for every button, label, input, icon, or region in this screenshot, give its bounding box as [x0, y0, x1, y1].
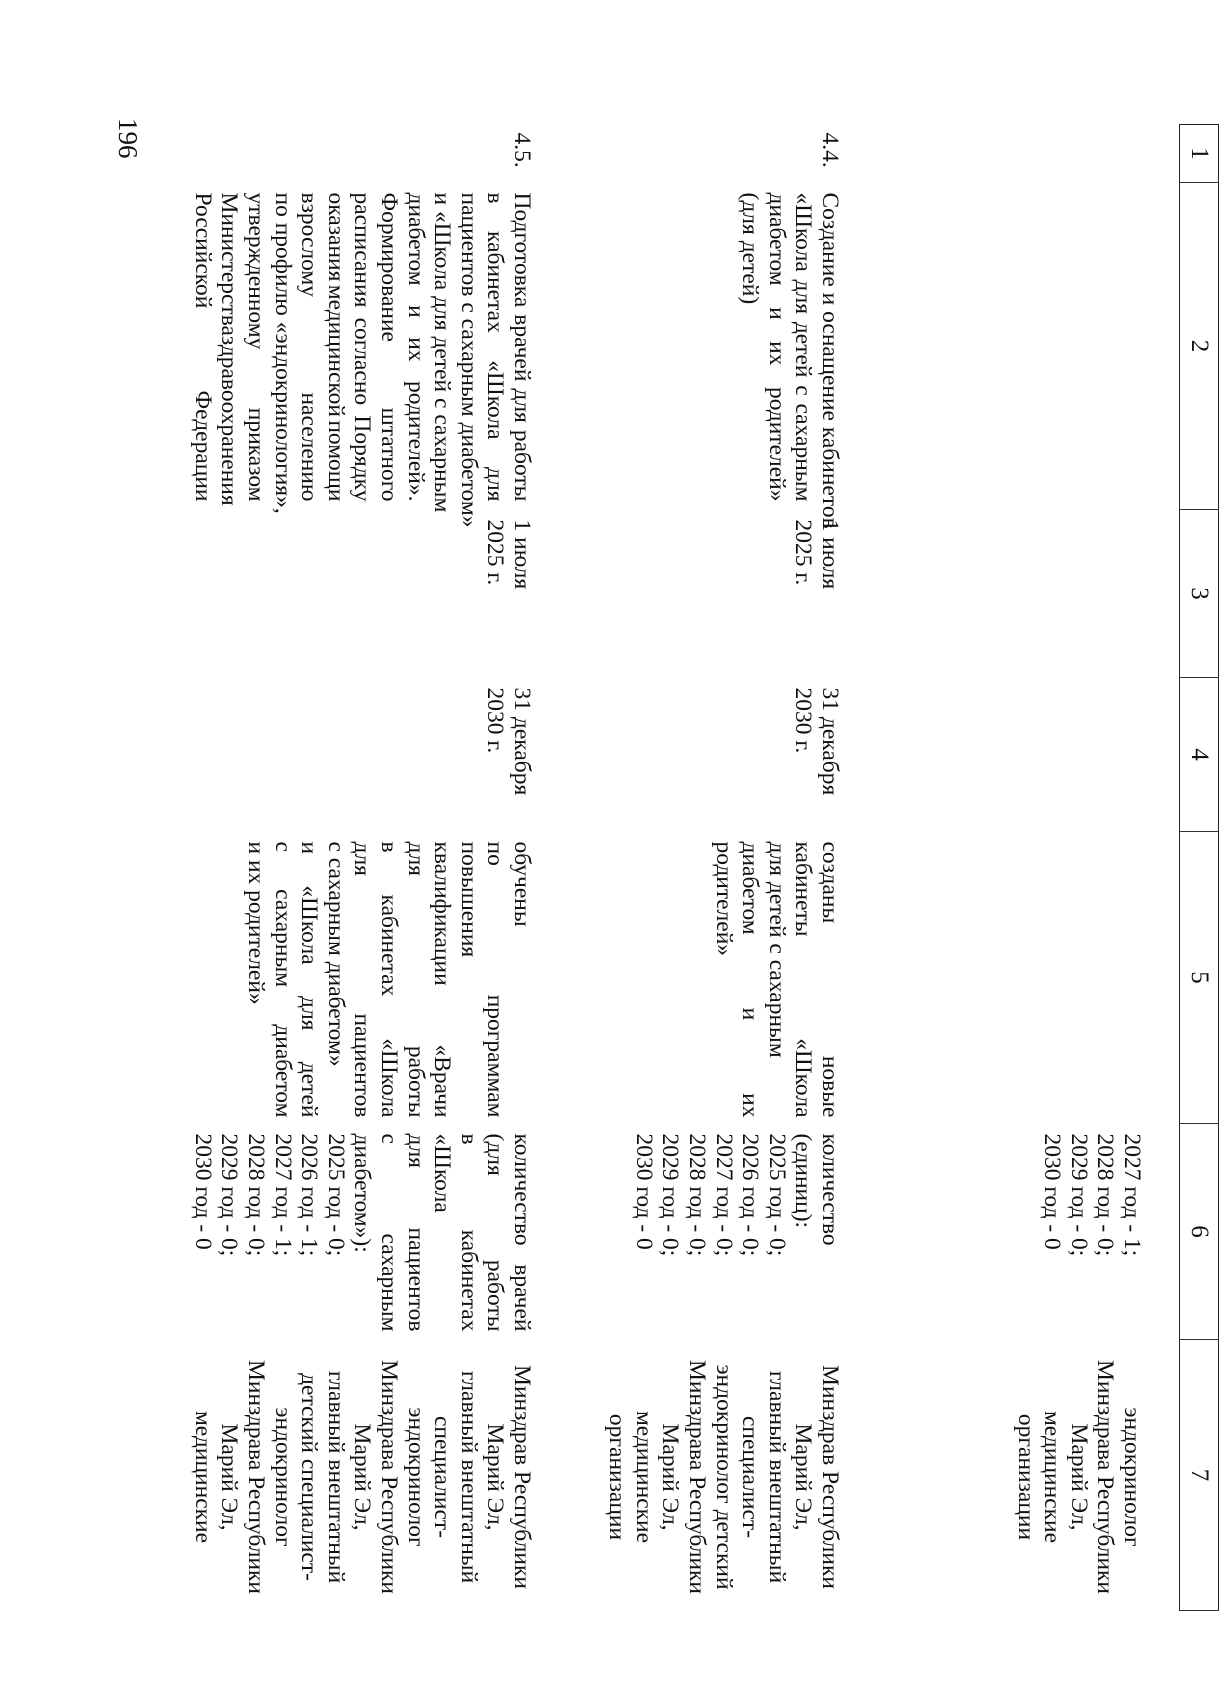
- expected-result-word: кабинеты: [790, 841, 817, 937]
- expected-result-word: для: [402, 841, 429, 876]
- measure-name-word: населению: [296, 392, 323, 502]
- responsible-line: Марий Эл,: [657, 1423, 684, 1531]
- column-header-4: 4: [1180, 678, 1219, 832]
- indicator-word: (для: [482, 1133, 509, 1176]
- measure-name-line: [296, 193, 323, 502]
- row-number-text: 4.4.: [817, 132, 843, 168]
- measure-name-word: для: [509, 388, 535, 423]
- column-header-2: 2: [1180, 183, 1219, 510]
- measure-name-word: пациентов с сахарным диабетом»: [455, 192, 482, 528]
- expected-result-word: программам: [482, 994, 509, 1118]
- indicator-value-line: 2029 год - 0;: [657, 1133, 684, 1257]
- end-date-line: 2030 г.: [482, 687, 509, 754]
- indicator-value-line: 2028 год - 0;: [243, 1133, 270, 1257]
- indicator-word: (единиц):: [790, 1133, 817, 1229]
- row-number: [869, 125, 1169, 183]
- indicator-value-line: 2025 год - 0;: [763, 1133, 790, 1257]
- responsible-line: Минздрава Республики: [1092, 1359, 1119, 1595]
- measure-name-word: диабетом: [763, 192, 790, 286]
- indicator-word: пациентов: [402, 1227, 429, 1332]
- expected-result-line: [349, 842, 376, 1118]
- indicator-value-line: 2027 год - 1;: [269, 1133, 296, 1257]
- measure-name-word: их: [763, 341, 790, 366]
- indicator-word: «Школа: [429, 1133, 456, 1213]
- start-date: [189, 510, 559, 678]
- indicator-line: [790, 1134, 817, 1332]
- table-row-4-5: [189, 125, 559, 1611]
- measure-name-word: (для детей): [737, 192, 764, 305]
- responsible-line: Марий Эл,: [349, 1423, 376, 1531]
- start-date-line: 2025 г.: [790, 519, 817, 586]
- responsible-line: Марий Эл,: [216, 1423, 243, 1531]
- measure-name-word: работы: [509, 429, 535, 502]
- indicator-line: [429, 1134, 456, 1332]
- measure-name-word: для: [482, 466, 509, 502]
- measure-name-word: и «Школа для детей с сахарным: [429, 192, 456, 513]
- indicator-value-line: 2030 год - 0: [630, 1133, 657, 1250]
- expected-result-word: диабетом: [737, 841, 764, 935]
- page-number: 196: [113, 118, 143, 159]
- responsible-line: специалист-: [429, 1415, 456, 1539]
- responsible-line: Марий Эл,: [482, 1423, 509, 1531]
- expected-result-word: с сахарным диабетом»: [322, 841, 349, 1067]
- expected-result-word: новые: [817, 1055, 843, 1118]
- indicator-word: сахарным: [376, 1233, 403, 1332]
- measure-name-line: [455, 192, 482, 528]
- column-header-5: 5: [1180, 832, 1219, 1124]
- measure-name-word: приказом: [243, 407, 270, 502]
- indicator-word: для: [402, 1133, 429, 1168]
- responsible: [559, 1340, 869, 1611]
- expected-result-word: повышения: [455, 841, 482, 958]
- indicator: [869, 1124, 1169, 1340]
- indicator-value-line: 2029 год - 0;: [216, 1133, 243, 1257]
- column-number-header: [1180, 125, 1219, 1611]
- responsible: [869, 1340, 1169, 1611]
- indicator-value-line: 2027 год - 1;: [1119, 1133, 1145, 1257]
- measure-name-word: расписания: [349, 192, 376, 308]
- measure-name-word: Министерства: [216, 192, 243, 336]
- measure-name-word: детей: [790, 321, 817, 378]
- expected-result-word: для детей с сахарным: [763, 841, 790, 1058]
- measure-name-line: [242, 193, 269, 502]
- measure-name-line: [322, 193, 349, 502]
- responsible-line: главный внештатный: [455, 1370, 482, 1584]
- measure-name-line: [816, 192, 843, 529]
- expected-result-line: [455, 842, 482, 1118]
- expected-result-line: [242, 842, 269, 1118]
- expected-result-word: родителей»: [710, 841, 737, 957]
- table-row-4-4: [559, 125, 869, 1611]
- indicator-value-line: 2029 год - 0;: [1065, 1133, 1092, 1257]
- indicator: [559, 1124, 869, 1340]
- expected-result-word: детей: [296, 1061, 323, 1118]
- measure-name-word: Российской: [189, 192, 216, 309]
- measure-name-word: врачей: [509, 314, 535, 382]
- responsible-line: медицинские: [630, 1410, 657, 1544]
- responsible-line: эндокринолог: [1119, 1407, 1145, 1547]
- responsible: [189, 1340, 559, 1611]
- indicator-word: работы: [482, 1259, 509, 1332]
- expected-result-word: кабинетах: [376, 894, 403, 997]
- expected-result-line: [790, 842, 817, 1118]
- measure-name-word: для: [790, 279, 817, 315]
- expected-result-word: диабетом: [269, 1024, 296, 1118]
- indicator-line: [375, 1134, 402, 1332]
- expected-result-line: [710, 842, 737, 1118]
- landscape-page: [189, 124, 1219, 1610]
- measures-table: [189, 124, 1219, 1611]
- expected-result-word: и: [296, 841, 323, 855]
- measure-name-word: взрослому: [296, 192, 323, 298]
- expected-result-word: для: [349, 841, 376, 876]
- measure-name-word: помощи: [322, 420, 349, 502]
- expected-result-word: сахарным: [269, 889, 296, 988]
- measure-name-word: Федерации: [189, 390, 216, 502]
- indicator-value-line: 2030 год - 0: [1039, 1133, 1066, 1250]
- column-header-1: 1: [1180, 125, 1219, 183]
- indicator-value-line: 2030 год - 0: [189, 1133, 216, 1250]
- responsible-line: Минздрава Республики: [243, 1359, 270, 1595]
- expected-result-word: и: [737, 1007, 764, 1021]
- expected-result-word: с: [269, 841, 296, 852]
- expected-result-line: [737, 842, 764, 1118]
- responsible-line: Минздрава Республики: [376, 1359, 403, 1595]
- column-header-7: 7: [1180, 1340, 1219, 1611]
- measure-name: [869, 183, 1169, 510]
- expected-result-word: в: [376, 841, 403, 853]
- measure-name-word: согласно: [349, 317, 376, 406]
- indicator-value-line: 2028 год - 0;: [1092, 1133, 1119, 1257]
- column-header-6: 6: [1180, 1124, 1219, 1340]
- responsible-line: Минздрава Республики: [684, 1359, 711, 1595]
- indicator-value-line: 2026 год - 1;: [296, 1133, 323, 1257]
- indicator-line: [482, 1134, 509, 1332]
- start-date-line: 1 июля: [817, 519, 843, 590]
- expected-result-line: [296, 842, 323, 1118]
- indicator-value-line: 2026 год - 0;: [737, 1133, 764, 1257]
- responsible-line: эндокринолог детский: [710, 1364, 737, 1590]
- measure-name: [559, 183, 869, 529]
- responsible-line: эндокринолог: [402, 1407, 429, 1547]
- measure-name-line: [429, 192, 456, 513]
- indicator-word: в: [455, 1133, 482, 1145]
- responsible-line: эндокринолог: [269, 1407, 296, 1547]
- indicator-value-line: 2028 год - 0;: [684, 1133, 711, 1257]
- responsible-line: Марий Эл,: [1065, 1423, 1092, 1531]
- responsible-line: Минздрав Республики: [817, 1365, 843, 1589]
- end-date-line: 2030 г.: [790, 687, 817, 754]
- expected-result-line: [816, 842, 843, 1118]
- start-date: [559, 510, 869, 678]
- expected-result-word: по: [482, 841, 509, 866]
- measure-name-word: Порядку: [349, 415, 376, 502]
- indicator-line: [402, 1134, 429, 1332]
- expected-result-line: [763, 842, 790, 1118]
- expected-result-word: для: [296, 995, 323, 1031]
- responsible-line: организации: [604, 1413, 631, 1541]
- responsible-line: Минздрав Республики: [509, 1365, 535, 1589]
- row-number-text: 4.5.: [509, 132, 535, 168]
- expected-result-word: «Школа: [296, 885, 323, 965]
- responsible-line: главный внештатный: [763, 1370, 790, 1584]
- responsible-line: специалист-: [737, 1415, 764, 1539]
- measure-name-line: [482, 193, 509, 502]
- indicator-word: количество: [509, 1133, 535, 1246]
- expected-result: [189, 832, 559, 1124]
- measure-name-word: штатного: [376, 407, 403, 502]
- expected-result-word: обучены: [509, 841, 535, 927]
- measure-name-word: утвержденному: [243, 192, 270, 350]
- measure-name-line: [402, 193, 429, 502]
- end-date-line: 31 декабря: [817, 687, 843, 796]
- indicator-line: [455, 1134, 482, 1332]
- expected-result: [559, 832, 869, 1124]
- measure-name-word: оказания: [322, 192, 349, 282]
- indicator-word: количество: [817, 1133, 843, 1246]
- measure-name-word: «Школа: [790, 192, 817, 272]
- row-number: [559, 125, 869, 183]
- expected-result-line: [322, 842, 349, 1118]
- indicator-word: диабетом»):: [349, 1133, 376, 1253]
- end-date-line: 31 декабря: [509, 687, 535, 796]
- measure-name-line: [269, 192, 296, 514]
- indicator-value-line: 2025 год - 0;: [322, 1133, 349, 1257]
- measure-name-word: Подготовка: [509, 192, 535, 308]
- indicator-word: с: [376, 1133, 403, 1144]
- measure-name-line: [375, 193, 402, 502]
- measure-name-word: родителей»: [763, 386, 790, 502]
- measure-name-word: с: [790, 385, 817, 396]
- expected-result-word: их: [737, 1093, 764, 1118]
- end-date: [559, 678, 869, 832]
- measure-name-word: медицинской: [322, 284, 349, 417]
- responsible-line: организации: [1012, 1413, 1039, 1541]
- expected-result-word: работы: [402, 1045, 429, 1118]
- measure-name-word: их: [402, 337, 429, 362]
- expected-result-word: созданы: [817, 841, 843, 924]
- measure-name-line: [189, 193, 216, 502]
- indicator-value-line: 2027 год - 0;: [710, 1133, 737, 1257]
- expected-result-word: «Врачи: [429, 1044, 456, 1118]
- expected-result-line: [375, 842, 402, 1118]
- responsible-line: медицинские: [1039, 1410, 1066, 1544]
- measure-name-line: [349, 193, 376, 502]
- measure-name-word: здравоохранения: [216, 335, 243, 506]
- expected-result-line: [482, 842, 509, 1118]
- measure-name-line: [737, 193, 764, 502]
- measure-name-word: диабетом: [402, 192, 429, 286]
- expected-result-word: квалификации: [429, 841, 456, 986]
- measure-name-word: кабинетах: [482, 231, 509, 333]
- measure-name-word: в: [482, 192, 509, 204]
- indicator-line: [349, 1134, 376, 1332]
- responsible-line: главный внештатный: [322, 1370, 349, 1584]
- start-date: [869, 510, 1169, 678]
- responsible-line: медицинские: [189, 1410, 216, 1544]
- measure-name-line: [763, 193, 790, 502]
- indicator-word: кабинетах: [455, 1229, 482, 1332]
- indicator: [189, 1124, 559, 1340]
- start-date-line: 1 июля: [509, 519, 535, 590]
- expected-result-line: [402, 842, 429, 1118]
- measure-name-line: [216, 192, 243, 506]
- expected-result-word: «Школа: [790, 1038, 817, 1118]
- measure-name-word: родителей».: [402, 381, 429, 502]
- indicator-line: [816, 1134, 843, 1332]
- column-header-3: 3: [1180, 510, 1219, 678]
- responsible-line: детский специалист-: [296, 1373, 323, 1581]
- expected-result-word: пациентов: [349, 1013, 376, 1118]
- expected-result: [869, 832, 1169, 1124]
- end-date: [189, 678, 559, 832]
- row-number: [189, 125, 559, 183]
- measure-name-word: и: [402, 305, 429, 318]
- start-date-line: 2025 г.: [482, 519, 509, 586]
- measure-name-word: Формирование: [376, 192, 403, 342]
- indicator-line: [508, 1134, 535, 1332]
- measure-name: [189, 183, 559, 528]
- expected-result-line: [269, 842, 296, 1118]
- end-date: [869, 678, 1169, 832]
- measure-name-word: сахарным: [790, 403, 817, 502]
- expected-result-word: «Школа: [376, 1038, 403, 1118]
- responsible-line: Марий Эл,: [790, 1423, 817, 1531]
- indicator-word: врачей: [509, 1264, 535, 1332]
- expected-result-line: [429, 842, 456, 1118]
- measure-name-word: Создание и оснащение кабинетов: [817, 192, 843, 529]
- measure-name-word: «Школа: [482, 360, 509, 440]
- measure-name-line: [508, 193, 535, 502]
- table-row-continuation: [869, 125, 1169, 1611]
- measure-name-word: и: [763, 307, 790, 320]
- expected-result-word: и их родителей»: [243, 841, 270, 1005]
- expected-result-line: [508, 842, 535, 1118]
- measure-name-line: [790, 193, 817, 502]
- measure-name-word: по профилю «эндокринология»,: [269, 192, 296, 514]
